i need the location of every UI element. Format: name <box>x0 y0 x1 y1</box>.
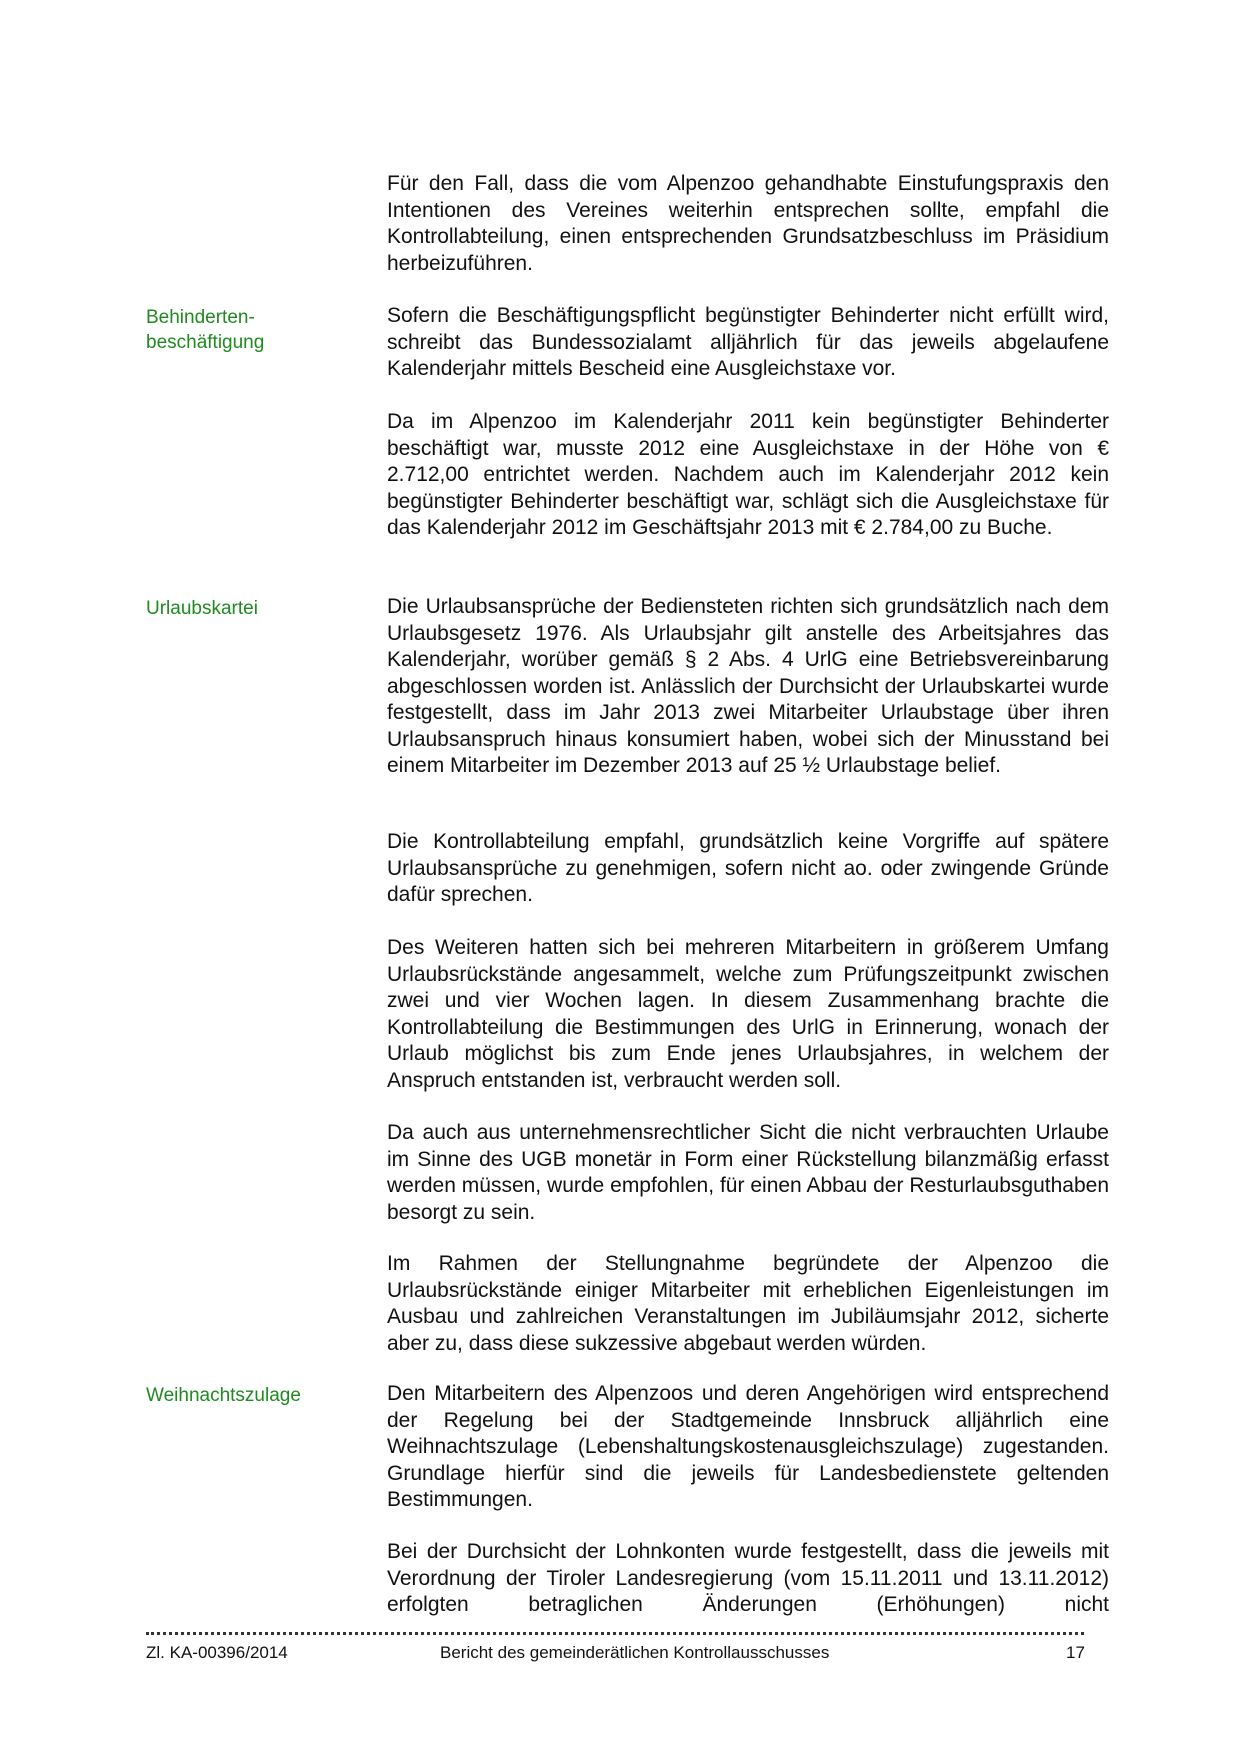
paragraph-lohnkonten: Bei der Durchsicht der Lohnkonten wurde festgestellt, dass die jeweils mit Verordnung der Tiroler Landesregierung (vom 15.11.2011 und 13.11.2012) erfolgten betraglichen Änderungen (Erhöhungen) nicht <box>387 1540 1109 1616</box>
paragraph-urlaubsansprueche: Die Urlaubsansprüche der Bediensteten richten sich grundsätzlich nach dem Urlaubsgesetz 1976. Als Urlaubsjahr gilt anstelle des Arbeitsjahres das Kalenderjahr, worüber gemäß § 2 Abs. 4 UrlG eine Betriebsvereinbarung abgeschlossen worden ist. Anlässlich der Durchsicht der Urlaubskartei wurde festgestellt, dass im Jahr 2013 zwei Mitarbeiter Urlaubstage über ihren Urlaubsanspruch hinaus konsumiert haben, wobei sich der Minusstand bei einem Mitarbeiter im Dezember 2013 auf 25 ½ Urlaubstage belief. <box>387 595 1109 777</box>
margin-label-weihnachtszulage: Weihnachtszulage <box>146 1385 301 1406</box>
footer-page-number: 17 <box>1066 1643 1085 1662</box>
paragraph-urlaubsrueckstaende: Des Weiteren hatten sich bei mehreren Mitarbeitern in größerem Umfang Urlaubsrückstände angesammelt, welche zum Prüfungszeitpunkt zwischen zwei und vier Wochen lagen. In diesem Zusammenhang brachte die Kontrollabteilung die Bestimmungen des UrlG in Erinnerung, wonach der Urlaub möglichst bis zum Ende jenes Urlaubsjahres, in welchem der Anspruch entstanden ist, verbraucht werden soll. <box>387 936 1109 1092</box>
margin-label-urlaubskartei: Urlaubskartei <box>146 598 258 619</box>
footer-reference: Zl. KA-00396/2014 <box>146 1643 288 1662</box>
paragraph-weihnachtszulage: Den Mitarbeitern des Alpenzoos und deren Angehörigen wird entsprechend der Regelung bei der Stadtgemeinde Innsbruck alljährlich eine Weihnachtszulage (Lebenshaltungskostenausgleichszulage) zugestanden. Grundlage hierfür sind die jeweils für Landesbedienstete geltenden Bestimmungen. <box>387 1382 1109 1511</box>
paragraph-stellungnahme: Im Rahmen der Stellungnahme begründete der Alpenzoo die Urlaubsrückstände einiger Mitarbeiter mit erheblichen Eigenleistungen im Ausbau und zahlreichen Veranstaltungen im Jubiläumsjahr 2012, sicherte aber zu, dass diese sukzessive abgebaut werden würden. <box>387 1252 1109 1355</box>
paragraph-rueckstellung: Da auch aus unternehmensrechtlicher Sicht die nicht verbrauchten Urlaube im Sinne des UGB monetär in Form einer Rückstellung bilanzmäßig erfasst werden müssen, wurde empfohlen, für einen Abbau der Resturlaubsguthaben besorgt zu sein. <box>387 1121 1109 1224</box>
paragraph-vorgriffe: Die Kontrollabteilung empfahl, grundsätzlich keine Vorgriffe auf spätere Urlaubsansprüche zu genehmigen, sofern nicht ao. oder zwingende Gründe dafür sprechen. <box>387 830 1109 906</box>
margin-label-behindertenbeschaeftigung: Behinderten- beschäftigung <box>146 307 265 353</box>
paragraph-einstufungspraxis: Für den Fall, dass die vom Alpenzoo gehandhabte Einstufungspraxis den Intentionen des Vereines weiterhin entsprechen sollte, empfahl die Kontrollabteilung, einen entsprechenden Grundsatzbeschluss im Präsidium herbeizuführen. <box>387 172 1109 275</box>
footer-divider <box>146 1632 1084 1635</box>
paragraph-beschaeftigungspflicht: Sofern die Beschäftigungspflicht begünstigter Behinderter nicht erfüllt wird, schreibt das Bundessozialamt alljährlich für das jeweils abgelaufene Kalenderjahr mittels Bescheid eine Ausgleichstaxe vor. <box>387 304 1109 380</box>
footer-title: Bericht des gemeinderätlichen Kontrollausschusses <box>440 1643 830 1662</box>
paragraph-ausgleichstaxe: Da im Alpenzoo im Kalenderjahr 2011 kein begünstigter Behinderter beschäftigt war, musste 2012 eine Ausgleichstaxe in der Höhe von € 2.712,00 entrichtet werden. Nachdem auch im Kalenderjahr 2012 kein begünstigter Behinderter beschäftigt war, schlägt sich die Ausgleichstaxe für das Kalenderjahr 2012 im Geschäftsjahr 2013 mit € 2.784,00 zu Buche. <box>387 410 1109 539</box>
